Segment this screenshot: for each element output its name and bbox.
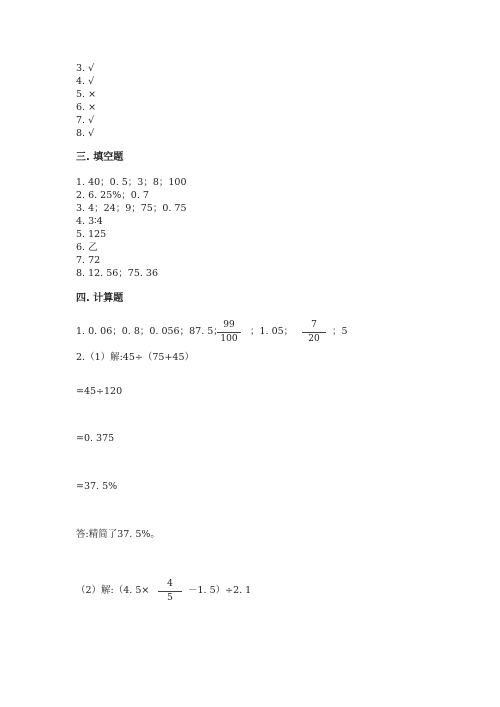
judgement-answer-3: 3. √ — [76, 63, 95, 74]
fraction-denominator: 20 — [308, 334, 320, 344]
calc-q1-fraction-1 — [217, 320, 241, 345]
fraction-numerator: 7 — [311, 320, 317, 330]
fraction-numerator: 4 — [167, 579, 173, 589]
fraction-denominator: 100 — [220, 334, 238, 344]
calc-q2-step-3: =37. 5% — [76, 481, 118, 492]
judgement-answer-5: 5. × — [76, 89, 97, 100]
fill-in-answer-6: 6. 乙 — [76, 242, 98, 253]
fill-in-answer-4: 4. 3∶4 — [76, 216, 103, 227]
calc-q2-part2-prefix: （2）解:（4. 5× — [76, 585, 150, 596]
judgement-answer-4: 4. √ — [76, 76, 95, 87]
fill-in-answer-5: 5. 125 — [76, 229, 107, 240]
section-heading-fill-in: 三. 填空题 — [76, 152, 124, 163]
fraction-bar — [217, 332, 241, 333]
calc-q2-step-1: =45÷120 — [76, 386, 123, 397]
calc-q2-part2-suffix: －1. 5）÷2. 1 — [188, 585, 252, 596]
judgement-answer-7: 7. √ — [76, 115, 95, 126]
calc-q2-part1-title: 2.（1）解:45÷（75+45） — [76, 352, 194, 363]
calc-q1-suffix: ；5 — [332, 326, 348, 337]
fraction-bar — [158, 591, 182, 592]
judgement-answer-6: 6. × — [76, 102, 97, 113]
calc-q2-step-2: =0. 375 — [76, 433, 115, 444]
fill-in-answer-7: 7. 72 — [76, 255, 101, 266]
fill-in-answer-3: 3. 4；24；9；75；0. 75 — [76, 203, 187, 214]
calc-q2-answer: 答:精简了37. 5%。 — [76, 529, 160, 540]
calc-q1-middle: ；1. 05； — [250, 326, 294, 337]
fraction-numerator: 99 — [223, 320, 235, 330]
fraction-bar — [302, 332, 326, 333]
fill-in-answer-2: 2. 6. 25%；0. 7 — [76, 190, 149, 201]
section-heading-calculation: 四. 计算题 — [76, 293, 124, 304]
fill-in-answer-1: 1. 40；0. 5；3；8；100 — [76, 177, 187, 188]
judgement-answer-8: 8. √ — [76, 128, 95, 139]
fill-in-answer-8: 8. 12. 56；75. 36 — [76, 268, 159, 279]
fraction-denominator: 5 — [167, 593, 173, 603]
calc-q2-part2-fraction — [158, 579, 182, 604]
calc-q1-fraction-2 — [302, 320, 326, 345]
calc-q1-prefix: 1. 0. 06；0. 8；0. 056；87. 5； — [76, 326, 223, 337]
